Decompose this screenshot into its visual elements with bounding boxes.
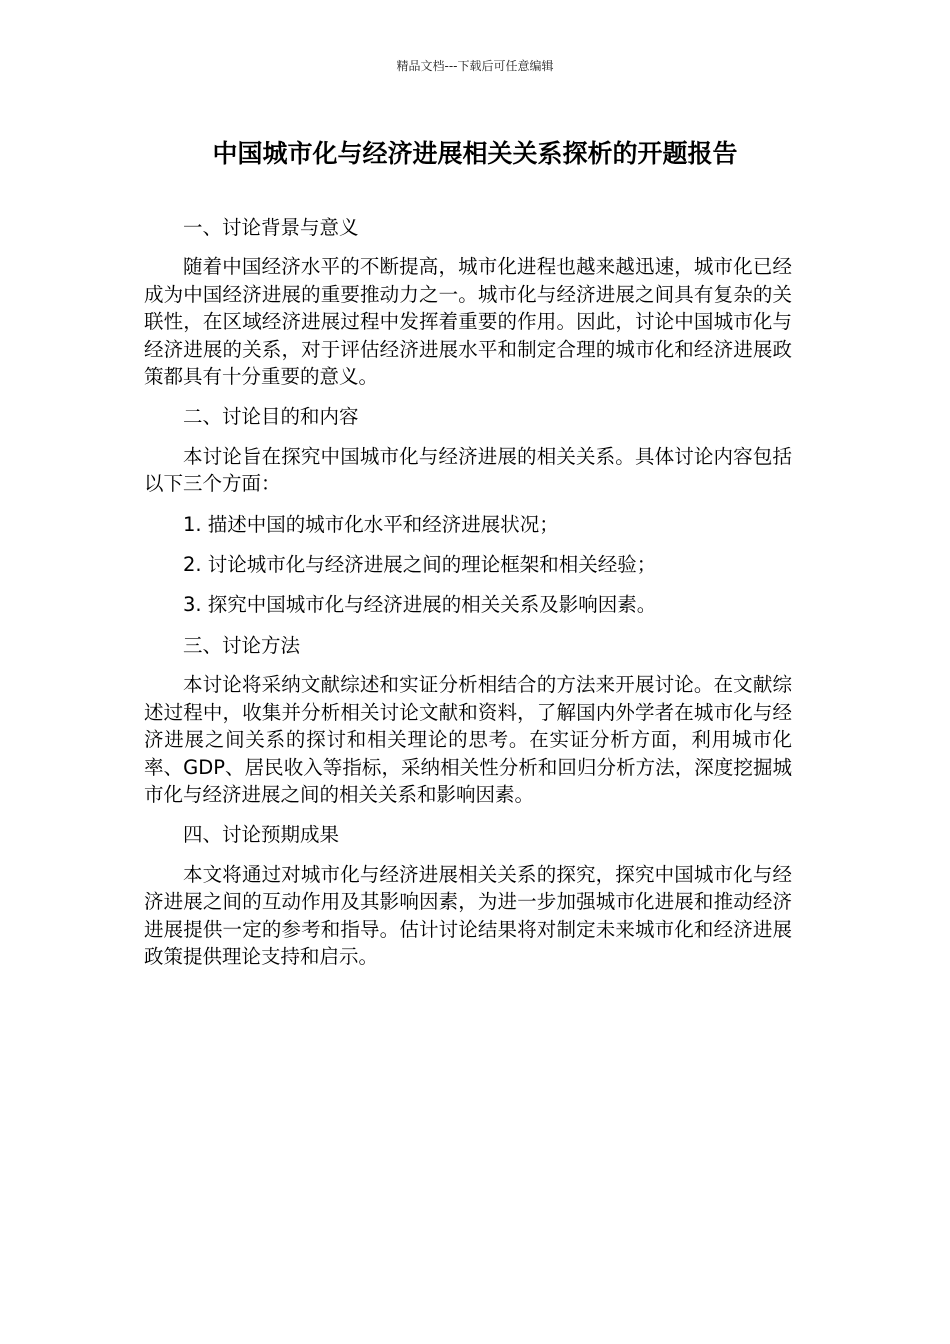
section-heading-objectives: 二、讨论目的和内容 [183,405,359,429]
paragraph-background: 随着中国经济水平的不断提高，城市化进程也越来越迅速，城市化已经成为中国经济进展的重要推动力之一。城市化与经济进展之间具有复杂的关联性，在区域经济进展过程中发挥着重要的作用。因此，讨论中国城市化与经济进展的关系，对于评估经济进展水平和制定合理的城市化和经济进展政策都具有十分重要的意义。 [144,255,792,389]
page-header-note: 精品文档---下载后可任意编辑 [396,59,554,73]
list-item: 1. 描述中国的城市化水平和经济进展状况； [183,512,559,536]
paragraph-methods: 本讨论将采纳文献综述和实证分析相结合的方法来开展讨论。在文献综述过程中，收集并分析相关讨论文献和资料，了解国内外学者在城市化与经济进展之间关系的探讨和相关理论的思考。在实证分析方面，利用城市化率、GDP、居民收入等指标，采纳相关性分析和回归分析方法，深度挖掘城市化与经济进展之间的相关关系和影响因素。 [144,673,792,806]
section-heading-expected-results: 四、讨论预期成果 [183,823,340,847]
section-heading-methods: 三、讨论方法 [183,633,301,657]
document-title: 中国城市化与经济进展相关关系探析的开题报告 [212,139,738,168]
paragraph-expected-results: 本文将通过对城市化与经济进展相关关系的探究，探究中国城市化与经济进展之间的互动作用及其影响因素，为进一步加强城市化进展和推动经济进展提供一定的参考和指导。估计讨论结果将对制定未来城市化和经济进展政策提供理论支持和启示。 [144,862,792,968]
list-item: 2. 讨论城市化与经济进展之间的理论框架和相关经验； [183,553,657,577]
paragraph-objectives: 本讨论旨在探究中国城市化与经济进展的相关关系。具体讨论内容包括以下三个方面： [144,444,792,496]
list-item: 3. 探究中国城市化与经济进展的相关关系及影响因素。 [183,593,657,617]
document-body [144,214,792,983]
section-heading-background: 一、讨论背景与意义 [183,216,359,239]
